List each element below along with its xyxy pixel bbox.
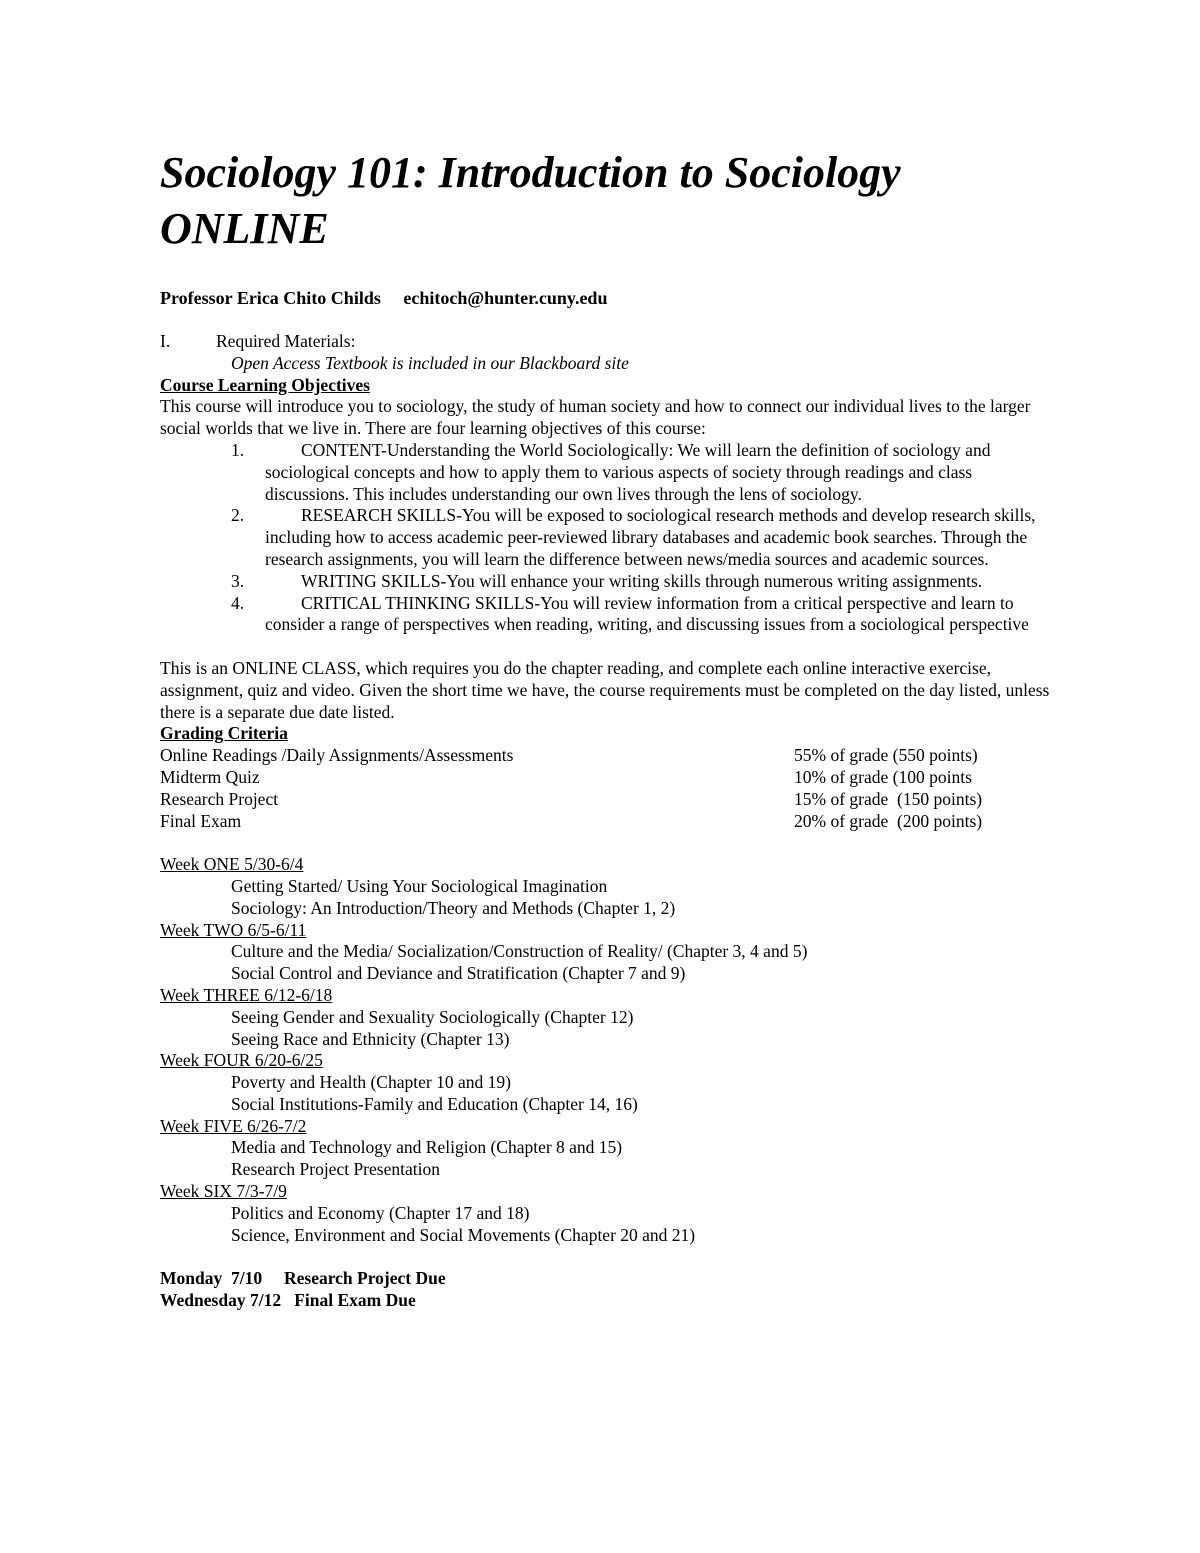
due-date-day: Monday 7/10 [160, 1268, 263, 1289]
week-topic: Seeing Gender and Sexuality Sociologically (Chapter 12) [231, 1006, 634, 1027]
week-label: Week FIVE 6/26-7/2 [160, 1115, 307, 1136]
week-topic: Media and Technology and Religion (Chapter 8 and 15) [231, 1137, 623, 1158]
objective-text: WRITING SKILLS-You will enhance your writing skills through numerous writing assignments. [301, 570, 983, 591]
materials-note: Open Access Textbook is included in our Blackboard site [231, 352, 629, 373]
due-date-task: Research Project Due [283, 1268, 446, 1289]
objective-number: 1. [231, 439, 245, 460]
professor-email: echitoch@hunter.cuny.edu [403, 288, 608, 308]
grading-item: Midterm Quiz [160, 766, 260, 787]
week-topic: Research Project Presentation [231, 1159, 440, 1180]
grading-row [160, 811, 1060, 833]
week-topic: Culture and the Media/ Socialization/Construction of Reality/ (Chapter 3, 4 and 5) [231, 941, 808, 962]
week-label: Week TWO 6/5-6/11 [160, 919, 307, 940]
objective-number: 3. [231, 570, 245, 591]
objective-number: 2. [231, 505, 245, 526]
grading-heading: Grading Criteria [160, 723, 288, 744]
syllabus-page [160, 145, 1060, 1312]
week-topic: Sociology: An Introduction/Theory and Methods (Chapter 1, 2) [231, 897, 676, 918]
week-topic: Poverty and Health (Chapter 10 and 19) [231, 1072, 511, 1093]
grading-value: 15% of grade (150 points) [794, 788, 983, 809]
week-topic: Getting Started/ Using Your Sociological Imagination [231, 875, 608, 896]
materials-numeral: I. [160, 331, 171, 351]
due-date-day: Wednesday 7/12 [160, 1290, 282, 1311]
objective-text: CONTENT-Understanding the World Sociologically: We will learn the definition of sociology and sociological concepts and how to apply them to various aspects of society through readings and class discussions. This includes understanding our own lives through the lens of sociology. [265, 439, 991, 504]
objective-item [160, 505, 1060, 570]
grading-row [160, 745, 1060, 767]
due-date-row [160, 1290, 1060, 1312]
week-topic: Science, Environment and Social Movements (Chapter 20 and 21) [231, 1224, 696, 1245]
objective-text: CRITICAL THINKING SKILLS-You will review information from a critical perspective and learn to consider a range of perspectives when reading, writing, and discussing issues from a sociological perspective [265, 592, 1029, 635]
grading-item: Research Project [160, 788, 279, 809]
objective-item [160, 593, 1060, 637]
objectives-intro: This course will introduce you to sociology, the study of human society and how to connect our individual lives to the larger social worlds that we live in. There are four learning objectives of this course: [160, 396, 1031, 439]
week-topic: Seeing Race and Ethnicity (Chapter 13) [231, 1028, 510, 1049]
grading-value: 20% of grade (200 points) [794, 810, 983, 831]
grading-item: Online Readings /Daily Assignments/Assessments [160, 745, 514, 766]
title-line-1: Sociology 101: Introduction to Sociology [160, 148, 901, 197]
weekly-schedule [160, 854, 1060, 1246]
grading-table [160, 745, 1060, 832]
materials-label: Required Materials: [216, 331, 356, 351]
week-topic: Politics and Economy (Chapter 17 and 18) [231, 1202, 530, 1223]
week-topic: Social Control and Deviance and Stratification (Chapter 7 and 9) [231, 963, 686, 984]
objective-number: 4. [231, 592, 245, 613]
grading-row [160, 789, 1060, 811]
page-title [160, 145, 1060, 257]
week-label: Week ONE 5/30-6/4 [160, 854, 304, 875]
objective-item [160, 571, 1060, 593]
week-topic: Social Institutions-Family and Education (Chapter 14, 16) [231, 1093, 638, 1114]
professor-line [160, 287, 1060, 309]
grading-row [160, 767, 1060, 789]
due-date-row [160, 1268, 1060, 1290]
syllabus-body [160, 331, 1060, 1312]
professor-name: Professor Erica Chito Childs [160, 288, 381, 308]
grading-item: Final Exam [160, 810, 242, 831]
title-line-2: ONLINE [160, 204, 329, 253]
objective-text: RESEARCH SKILLS-You will be exposed to sociological research methods and develop research skills, including how to access academic peer-reviewed library databases and academic book searches. Through the research assignments, you will learn the difference between news/media sources and academic sources. [265, 505, 1036, 569]
objectives-list [160, 440, 1060, 636]
objectives-heading: Course Learning Objectives [160, 374, 370, 395]
due-date-task: Final Exam Due [294, 1290, 416, 1311]
grading-value: 10% of grade (100 points [794, 766, 972, 787]
week-label: Week SIX 7/3-7/9 [160, 1181, 287, 1202]
grading-value: 55% of grade (550 points) [794, 745, 978, 766]
objective-item [160, 440, 1060, 505]
materials-row [160, 331, 1060, 353]
week-label: Week FOUR 6/20-6/25 [160, 1050, 323, 1071]
online-class-note: This is an ONLINE CLASS, which requires you do the chapter reading, and complete each online interactive exercise, assignment, quiz and video. Given the short time we have, the course requirements must be completed on the day listed, unless there is a separate due date listed. [160, 657, 1050, 722]
week-label: Week THREE 6/12-6/18 [160, 984, 333, 1005]
